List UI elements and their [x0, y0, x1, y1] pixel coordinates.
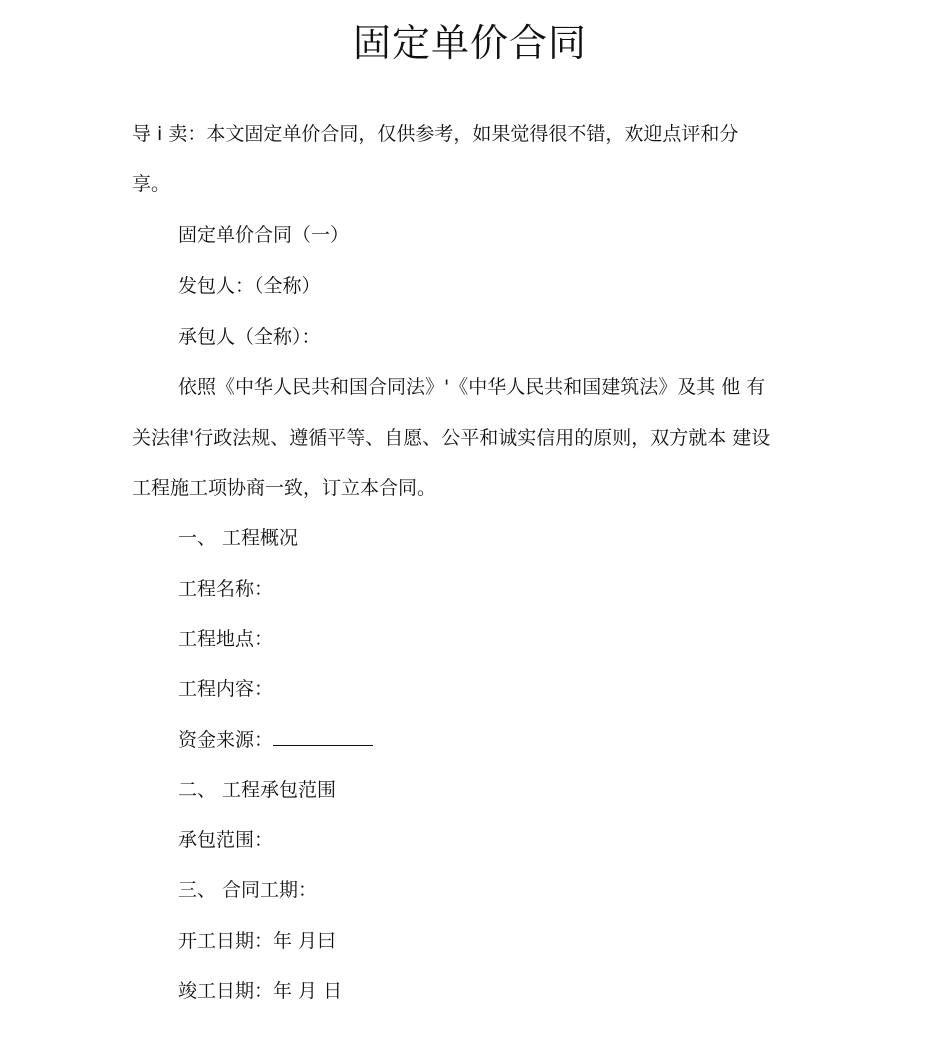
- contractor-line: 承包人（全称）：: [178, 326, 321, 348]
- fund-source-blank: [273, 727, 373, 746]
- intro-text-line-2: 享。: [132, 173, 171, 195]
- start-date-field: 开工日期：年 月曰: [178, 930, 337, 952]
- basis-paragraph-line-2: 关法律'行政法规、遵循平等、自愿、公平和诚实信用的原则，双方就本 建设: [132, 427, 771, 449]
- fund-source-label: 资金来源：: [178, 729, 274, 751]
- section-1-heading: 一、 工程概况: [178, 527, 299, 549]
- basis-paragraph-line-3: 工程施工项协商一致，订立本合同。: [132, 477, 437, 499]
- basis-paragraph-line-1: 依照《中华人民共和国合同法》'《中华人民共和国建筑法》及其 他 有: [178, 376, 766, 398]
- project-name-field: 工程名称：: [178, 578, 274, 600]
- section-3-heading: 三、 合同工期：: [178, 879, 318, 901]
- employer-line: 发包人：（全称）: [178, 275, 321, 297]
- intro-text-line-1: 导 i 卖：本文固定单价合同，仅供参考，如果觉得很不错，欢迎点评和分: [132, 123, 739, 145]
- project-location-field: 工程地点：: [178, 628, 274, 650]
- end-date-field: 竣工日期：年 月 日: [178, 980, 343, 1002]
- project-content-field: 工程内容：: [178, 678, 274, 700]
- contract-subtitle: 固定单价合同（一）: [178, 224, 350, 246]
- fund-source-line: [178, 727, 373, 753]
- document-title: 固定单价合同: [352, 21, 587, 65]
- scope-field: 承包范围：: [178, 829, 274, 851]
- section-2-heading: 二、 工程承包范围: [178, 779, 337, 801]
